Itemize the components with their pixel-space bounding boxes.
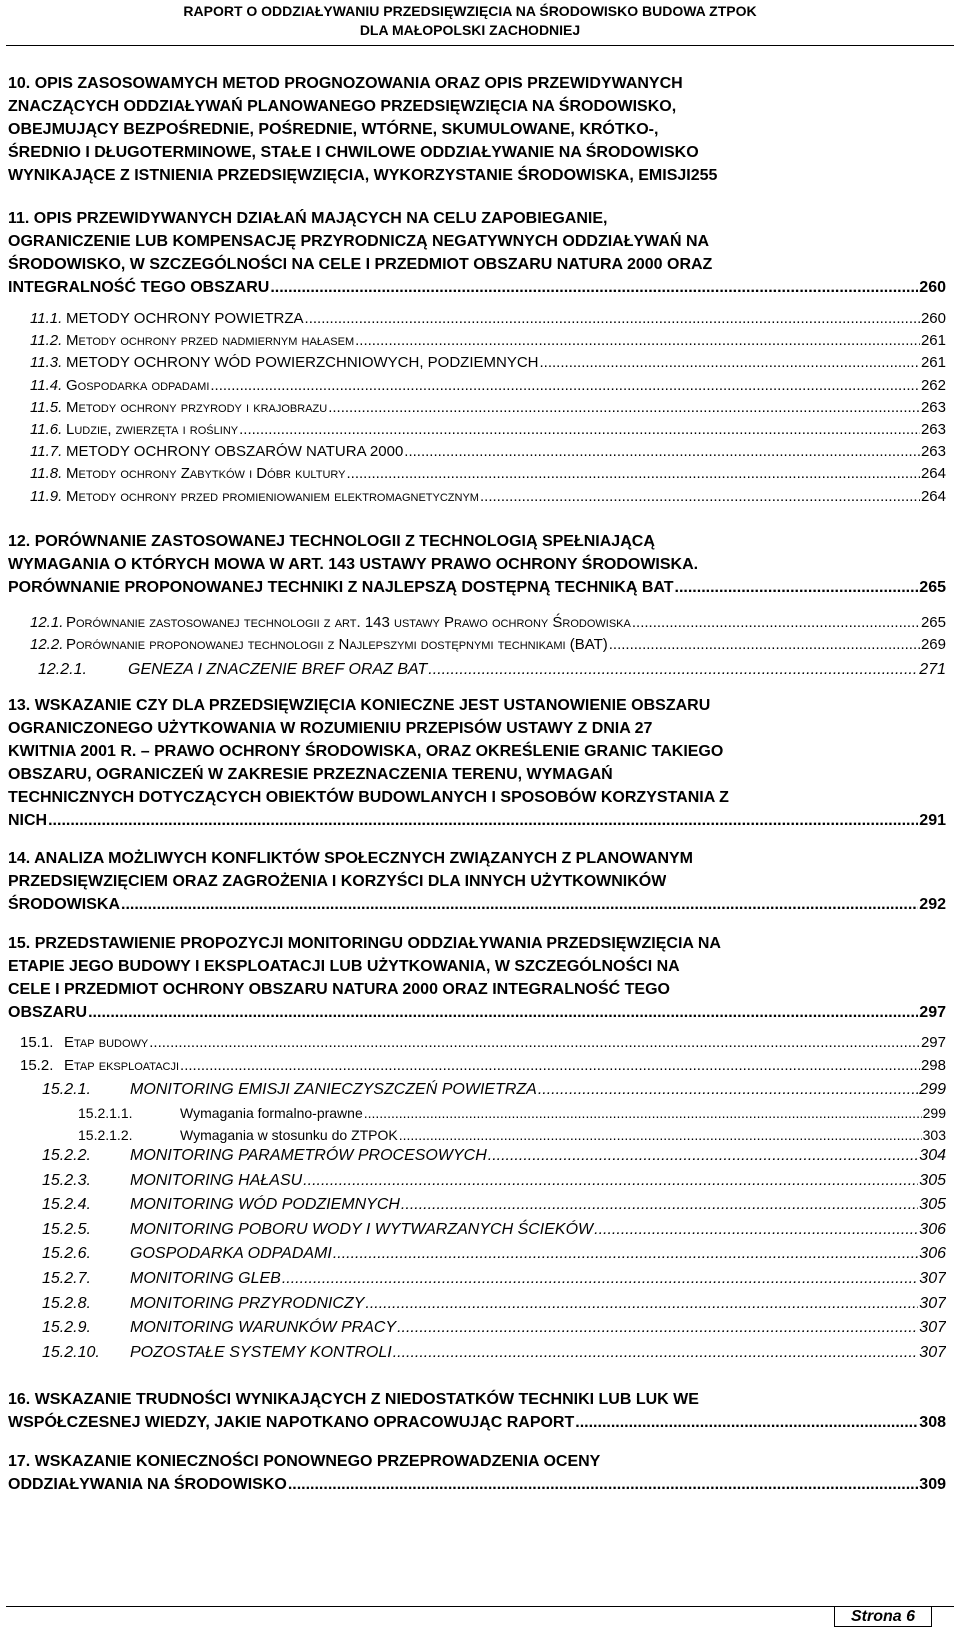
page-number: 264 [920,487,946,505]
leader-dots [346,464,919,484]
leader-dots [303,1170,918,1192]
section-number: 15.2.6. [42,1245,91,1263]
section-number: 15.2.1. [42,1081,91,1098]
page-number: 263 [920,443,946,461]
section-title: MONITORING WÓD PODZIEMNYCH [130,1196,400,1214]
header-title-line1: RAPORT O ODDZIAŁYWANIU PRZEDSIĘWZIĘCIA NA ŚRODOWISKO BUDOWA ZTPOK [183,3,757,19]
section-title: Metody ochrony przed promieniowaniem elektromagnetycznym [66,487,479,505]
section-number: 15.2.1.2. [78,1127,133,1143]
section-number: 12.1. [30,614,64,631]
toc-line: OBSZARU, OGRANICZEŃ W ZAKRESIE PRZEZNACZENIA TERENU, WYMAGAŃ [8,766,613,783]
section-number: 11.7. [30,443,63,461]
section-number: 15.2.8. [42,1294,91,1312]
leader-dots [397,1317,918,1339]
page-number: 265 [920,614,946,631]
header-rule [6,45,954,46]
section-number: 11.6. [30,421,63,438]
section-title: Metody ochrony przed nadmiernym hałasem [66,332,355,350]
section-title: Gospodarka odpadami [66,376,210,394]
section-number: 11.4. [30,376,63,394]
leader-dots [365,1293,918,1315]
leader-dots [121,893,918,916]
toc-line: 14. ANALIZA MOŻLIWYCH KONFLIKTÓW SPOŁECZNYCH ZWIĄZANYCH Z PLANOWANYM [8,850,693,867]
section-title: METODY OCHRONY POWIETRZA [66,310,304,327]
leader-dots [239,420,920,440]
page-number: 269 [920,636,946,653]
page-number: 297 [920,1034,946,1051]
page-number: 305 [919,1196,946,1214]
section-title: Ludzie, zwierzęta i rośliny [66,421,239,438]
toc-line: OBSZARU [8,1004,88,1021]
page-number: 307 [919,1294,946,1312]
page-number: 308 [919,1414,946,1431]
page-number: 263 [920,421,946,438]
section-title: MONITORING WARUNKÓW PRACY [130,1319,397,1337]
leader-dots [675,576,919,599]
leader-dots [355,331,920,351]
section-number: 15.2.4. [42,1196,91,1214]
toc-line: 15. PRZEDSTAWIENIE PROPOZYCJI MONITORINGU ODDZIAŁYWANIA PRZEDSIĘWZIĘCIA NA [8,935,721,952]
toc-line: WYMAGANIA O KTÓRYCH MOWA W ART. 143 USTAWY PRAWO OCHRONY ŚRODOWISKA. [8,556,699,573]
section-number: 11.2. [30,332,63,350]
toc-line: ETAPIE JEGO BUDOWY I EKSPLOATACJI LUB UŻYTKOWANIA, W SZCZEGÓLNOŚCI NA [8,958,680,975]
section-title: METODY OCHRONY WÓD POWIERZCHNIOWYCH, PODZIEMNYCH [66,354,539,372]
page-number: 262 [920,376,946,394]
leader-dots [609,635,920,655]
leader-dots [401,1194,918,1216]
section-number: 11.1. [30,310,63,327]
section-title: MONITORING GLEB [130,1270,281,1287]
page-number: 309 [919,1476,946,1493]
section-title: Wymagania w stosunku do ZTPOK [180,1127,398,1143]
section-number: 11.5. [30,398,63,416]
toc-line: OBEJMUJĄCY BEZPOŚREDNIE, POŚREDNIE, WTÓRNE, SKUMULOWANE, KRÓTKO-, [8,121,659,138]
leader-dots [210,376,920,396]
toc-line: 17. WSKAZANIE KONIECZNOŚCI PONOWNEGO PRZEPROWADZENIA OCENY [8,1453,601,1470]
leader-dots [333,1243,918,1265]
toc-line: OGRANICZENIE LUB KOMPENSACJĘ PRZYRODNICZĄ NEGATYWNYCH ODDZIAŁYWAŃ NA [8,233,710,250]
leader-dots [48,809,918,832]
page-number: 306 [919,1245,946,1263]
toc-line: KWITNIA 2001 R. – PRAWO OCHRONY ŚRODOWISKA, ORAZ OKREŚLENIE GRANIC TAKIEGO [8,743,724,760]
toc-line: NICH [8,812,48,829]
leader-dots [288,1473,918,1496]
toc-line: 11. OPIS PRZEWIDYWANYCH DZIAŁAŃ MAJĄCYCH NA CELU ZAPOBIEGANIE, [8,210,608,227]
toc-line: INTEGRALNOŚĆ TEGO OBSZARU [8,279,270,296]
leader-dots [632,613,920,633]
section-number: 15.2. [20,1056,54,1074]
page-number: 299 [919,1081,946,1098]
section-title: MONITORING PARAMETRÓW PROCESOWYCH [130,1147,487,1164]
page-number: 291 [919,812,946,829]
leader-dots [404,442,920,462]
leader-dots [180,1056,920,1076]
toc-line: 12. PORÓWNANIE ZASTOSOWANEJ TECHNOLOGII Z TECHNOLOGIĄ SPEŁNIAJĄCĄ [8,533,655,550]
toc-line: ŚRODOWISKO, W SZCZEGÓLNOŚCI NA CELE I PRZEDMIOT OBSZARU NATURA 2000 ORAZ [8,256,713,273]
page-number: 265 [919,579,946,596]
page-number: 297 [919,1004,946,1021]
page-number: 263 [920,398,946,416]
section-title: MONITORING POBORU WODY I WYTWARZANYCH ŚCIEKÓW [130,1220,594,1238]
page-number: 305 [919,1171,946,1189]
toc-line: ODDZIAŁYWANIA NA ŚRODOWISKO [8,1476,287,1493]
page-number: 255 [690,167,718,184]
page-number: 304 [919,1147,946,1164]
section-title: GENEZA I ZNACZENIE BREF ORAZ BAT [128,661,428,678]
section-title: MONITORING HAŁASU [130,1171,303,1189]
page-number: 271 [919,661,946,678]
section-title: Metody ochrony przyrody i krajobrazu [66,398,328,416]
page-number: 260 [919,279,946,296]
leader-dots [399,1126,922,1144]
section-number: 15.2.2. [42,1147,91,1164]
page-number: 261 [920,332,946,350]
leader-dots [364,1104,922,1122]
page-header [0,0,960,44]
leader-dots [305,309,920,329]
leader-dots [594,1219,918,1241]
page-footer: Strona 6 [834,1607,932,1627]
toc-line: ŚREDNIO I DŁUGOTERMINOWE, STAŁE I CHWILOWE ODDZIAŁYWANIE NA ŚRODOWISKO [8,144,699,161]
section-title: Wymagania formalno-prawne [180,1105,363,1121]
leader-dots [328,398,920,418]
toc-line: WSPÓŁCZESNEJ WIEDZY, JAKIE NAPOTKANO OPRACOWUJĄC RAPORT [8,1414,575,1431]
toc-line: WYNIKAJĄCE Z ISTNIENIA PRZEDSIĘWZIĘCIA, WYKORZYSTANIE ŚRODOWISKA, EMISJI [8,167,691,184]
page-number: 260 [920,310,946,327]
page-number: 292 [919,896,946,913]
leader-dots [540,353,920,373]
page-number: 264 [920,465,946,483]
section-number: 15.2.1.1. [78,1105,133,1121]
toc-line: OGRANICZONEGO UŻYTKOWANIA W ROZUMIENIU PRZEPISÓW USTAWY Z DNIA 27 [8,720,653,737]
section-number: 11.8. [30,465,63,483]
section-number: 11.3. [30,354,63,372]
toc-line: 13. WSKAZANIE CZY DLA PRZEDSIĘWZIĘCIA KONIECZNE JEST USTANOWIENIE OBSZARU [8,697,711,714]
section-title: MONITORING PRZYRODNICZY [130,1294,365,1312]
section-title: METODY OCHRONY OBSZARÓW NATURA 2000 [66,443,404,461]
section-title: Porównanie proponowanej technologii z Najlepszymi dostępnymi technikami (BAT) [66,636,608,653]
leader-dots [149,1033,920,1053]
page-number: 307 [919,1319,946,1337]
leader-dots [282,1268,918,1290]
toc-line: CELE I PRZEDMIOT OCHRONY OBSZARU NATURA 2000 ORAZ INTEGRALNOŚĆ TEGO [8,981,670,998]
section-title: GOSPODARKA ODPADAMI [130,1245,332,1263]
section-title: Porównanie zastosowanej technologii z art. 143 ustawy Prawo ochrony Środowiska [66,614,631,631]
toc-line: PORÓWNANIE PROPONOWANEJ TECHNIKI Z NAJLEPSZĄ DOSTĘPNĄ TECHNIKĄ BAT [8,579,674,596]
page-number: 303 [922,1127,946,1143]
section-number: 15.2.5. [42,1220,91,1238]
toc-line: ŚRODOWISKA [8,896,120,913]
section-number: 15.2.10. [42,1343,100,1361]
section-title: MONITORING EMISJI ZANIECZYSZCZEŃ POWIETRZA [130,1081,537,1098]
page-number: 299 [922,1105,946,1121]
page-number: 306 [919,1220,946,1238]
section-title: Etap eksploatacji [64,1056,180,1074]
header-title-line2: DLA MAŁOPOLSKI ZACHODNIEJ [359,22,581,38]
leader-dots [480,487,920,507]
toc-line: TECHNICZNYCH DOTYCZĄCYCH OBIEKTÓW BUDOWLANYCH I SPOSOBÓW KORZYSTANIA Z [8,789,729,806]
toc-line: PRZEDSIĘWZIĘCIEM ORAZ ZAGROŻENIA I KORZYŚCI DLA INNYCH UŻYTKOWNIKÓW [8,873,667,890]
leader-dots [575,1411,918,1434]
toc-line: 16. WSKAZANIE TRUDNOŚCI WYNIKAJĄCYCH Z NIEDOSTATKÓW TECHNIKI LUB LUK WE [8,1391,699,1408]
page-number: 307 [919,1270,946,1287]
section-number: 12.2.1. [38,661,87,678]
leader-dots [428,659,918,681]
leader-dots [88,1001,918,1024]
section-title: Etap budowy [64,1034,149,1051]
section-title: POZOSTAŁE SYSTEMY KONTROLI [130,1343,392,1361]
page-number: 307 [919,1343,946,1361]
page-number: 261 [920,354,946,372]
leader-dots [393,1342,919,1364]
section-number: 15.2.3. [42,1171,91,1189]
footer-rule [6,1606,954,1607]
toc-line: 10. OPIS ZASOSOWAMYCH METOD PROGNOZOWANIA ORAZ OPIS PRZEWIDYWANYCH [8,75,683,92]
leader-dots [270,276,918,299]
leader-dots [488,1145,919,1167]
section-number: 15.2.7. [42,1270,91,1287]
section-number: 12.2. [30,636,64,653]
toc-line: ZNACZĄCYCH ODDZIAŁYWAŃ PLANOWANEGO PRZEDSIĘWZIĘCIA NA ŚRODOWISKO, [8,98,677,115]
section-title: Metody ochrony Zabytków i Dóbr kultury [66,465,346,483]
leader-dots [538,1079,918,1101]
section-number: 11.9. [30,487,63,505]
page-number: 298 [920,1056,946,1074]
section-number: 15.1. [20,1034,54,1051]
section-number: 15.2.9. [42,1319,91,1337]
